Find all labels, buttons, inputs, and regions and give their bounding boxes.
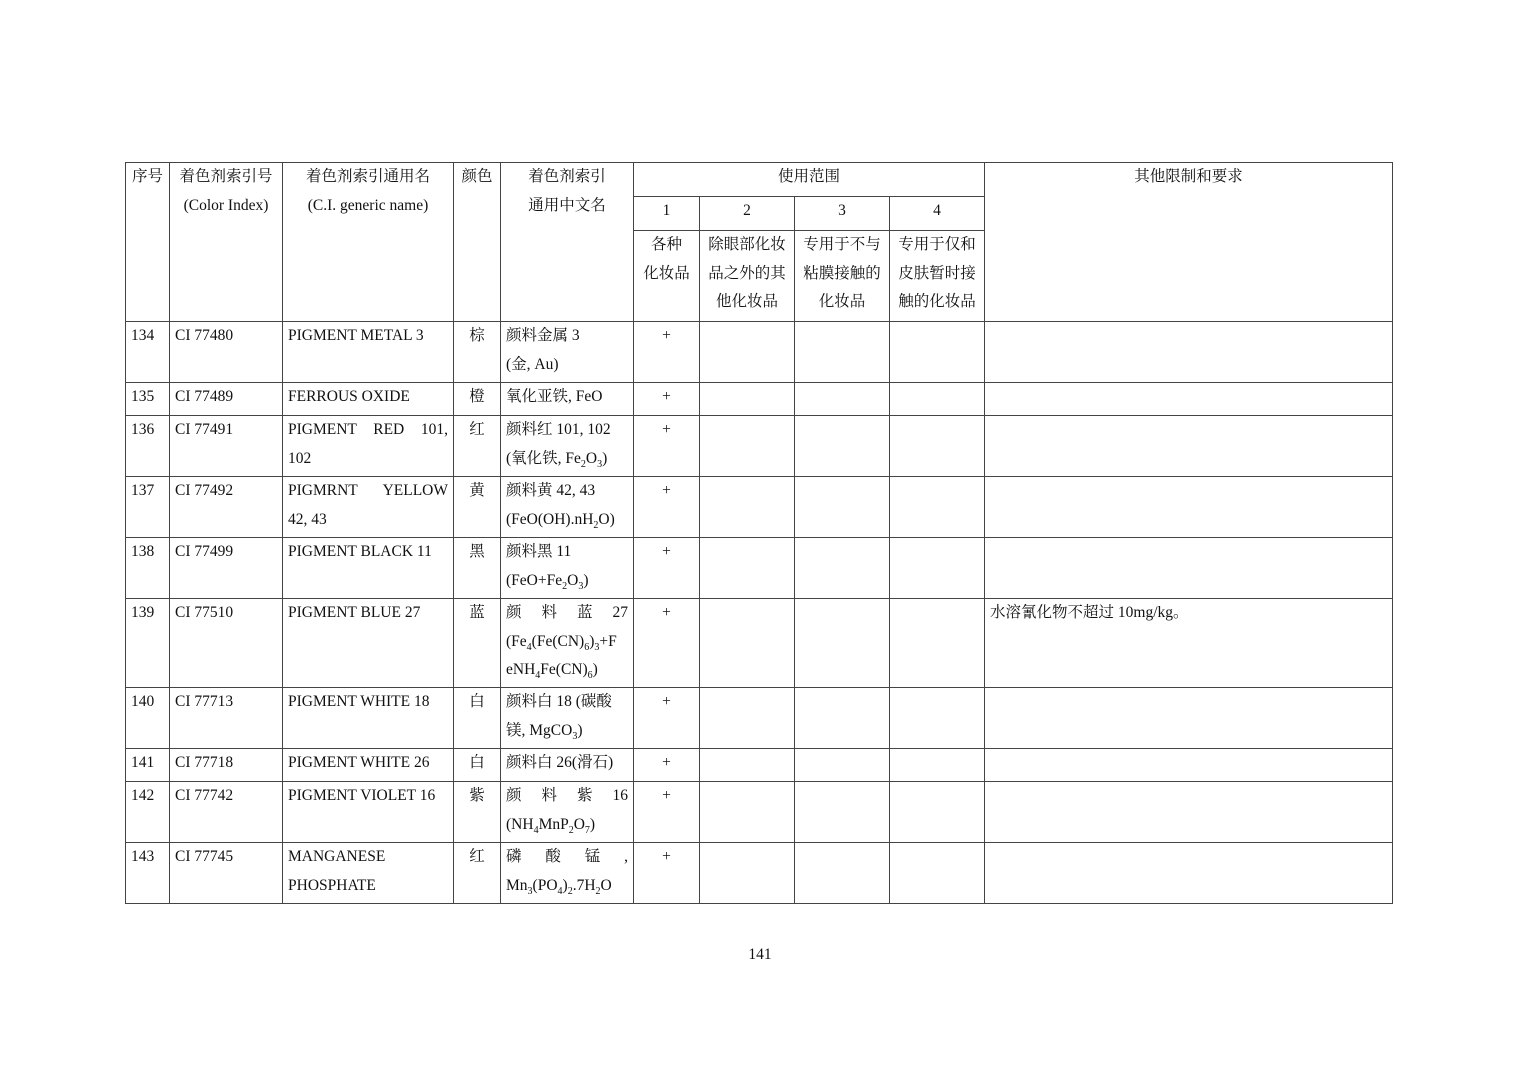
row-scope-2 [700, 688, 795, 749]
table-row [126, 383, 1393, 416]
row-cn-name [501, 322, 634, 383]
header-cn-line2: 通用中文名 [528, 196, 606, 214]
row-scope-3 [795, 843, 890, 904]
row-scope-2 [700, 538, 795, 599]
row-generic-name [283, 599, 454, 688]
generic-name-line: PIGMENT BLACK 11 [288, 543, 432, 560]
cn-name-line: 磷 酸 锰 , [506, 848, 628, 865]
row-scope-1: + [634, 599, 700, 688]
header-scope-1: 1 [634, 197, 700, 231]
row-scope-4 [890, 749, 985, 782]
table-row [126, 416, 1393, 477]
row-seq: 136 [126, 416, 170, 477]
table-row [126, 749, 1393, 782]
row-scope-4 [890, 416, 985, 477]
cn-name-line: 颜料白 26(滑石) [506, 754, 614, 771]
header-generic-line2: (C.I. generic name) [307, 196, 429, 214]
row-scope-3 [795, 383, 890, 416]
row-color: 白 [454, 749, 501, 782]
row-generic-name [283, 782, 454, 843]
cn-name-line: (氧化铁, $Fe_2O_3$) [506, 449, 608, 470]
cn-name-line: 颜料白 18 (碳酸 [506, 693, 612, 710]
generic-name-line: 42, 43 [288, 510, 327, 528]
row-scope-4 [890, 322, 985, 383]
row-scope-3 [795, 477, 890, 538]
header-scope-2: 2 [700, 197, 795, 231]
desc-line: 皮肤暂时接 [898, 264, 976, 282]
row-scope-1: + [634, 749, 700, 782]
row-cn-name [501, 477, 634, 538]
page-number: 141 [748, 946, 772, 963]
row-other [985, 749, 1393, 782]
row-other [985, 477, 1393, 538]
header-cn-line1: 着色剂索引 [528, 168, 606, 185]
row-scope-4 [890, 843, 985, 904]
header-scope-3: 3 [795, 197, 890, 231]
cn-name-line: $eNH_4Fe(CN)_6$) [506, 661, 598, 682]
row-scope-3 [795, 782, 890, 843]
row-scope-4 [890, 477, 985, 538]
row-cn-name [501, 688, 634, 749]
desc-line: 粘膜接触的 [803, 264, 881, 282]
row-scope-2 [700, 782, 795, 843]
row-color: 黄 [454, 477, 501, 538]
header-scope-desc-1 [634, 231, 700, 322]
desc-line: 化妆品 [643, 264, 690, 282]
row-cn-name [501, 538, 634, 599]
row-cn-name [501, 383, 634, 416]
generic-name-line: PIGMENT BLUE 27 [288, 604, 421, 621]
row-color: 白 [454, 688, 501, 749]
row-scope-1: + [634, 383, 700, 416]
row-scope-3 [795, 688, 890, 749]
table-row [126, 477, 1393, 538]
row-other [985, 416, 1393, 477]
row-scope-3 [795, 749, 890, 782]
header-seq: 序号 [126, 163, 170, 322]
cn-name-line: 颜 料 紫 16 [506, 787, 628, 804]
header-scope-4: 4 [890, 197, 985, 231]
row-other [985, 782, 1393, 843]
row-seq: 137 [126, 477, 170, 538]
row-other [985, 538, 1393, 599]
desc-line: 品之外的其 [708, 264, 786, 282]
row-scope-1: + [634, 782, 700, 843]
row-generic-name [283, 749, 454, 782]
generic-name-line: PIGMRNT YELLOW [288, 482, 448, 499]
cn-name-line: $(NH_4MnP_2O_7)$ [506, 815, 596, 836]
row-scope-4 [890, 688, 985, 749]
header-other: 其他限制和要求 [985, 163, 1393, 322]
row-ci: CI 77745 [170, 843, 283, 904]
row-ci: CI 77491 [170, 416, 283, 477]
row-seq: 134 [126, 322, 170, 383]
row-scope-2 [700, 322, 795, 383]
row-scope-1: + [634, 843, 700, 904]
row-scope-2 [700, 477, 795, 538]
row-color: 红 [454, 843, 501, 904]
row-seq: 142 [126, 782, 170, 843]
row-generic-name [283, 477, 454, 538]
row-cn-name [501, 782, 634, 843]
generic-name-line: PIGMENT RED 101, [288, 421, 448, 438]
row-scope-3 [795, 416, 890, 477]
cn-name-line: 颜料金属 3 [506, 327, 580, 344]
row-ci: CI 77492 [170, 477, 283, 538]
row-scope-1: + [634, 416, 700, 477]
row-color: 紫 [454, 782, 501, 843]
row-ci: CI 77713 [170, 688, 283, 749]
generic-name-line: 102 [288, 449, 312, 467]
row-cn-name [501, 749, 634, 782]
cn-name-line: $(FeO+Fe_2O_3)$ [506, 571, 589, 592]
header-scope-desc-4 [890, 231, 985, 322]
cn-name-line: 颜料黑 11 [506, 543, 572, 560]
row-scope-4 [890, 383, 985, 416]
header-generic-line1: 着色剂索引通用名 [305, 168, 430, 185]
row-cn-name [501, 599, 634, 688]
header-scope: 使用范围 [634, 163, 985, 197]
row-scope-4 [890, 599, 985, 688]
generic-name-line: PIGMENT METAL 3 [288, 327, 424, 344]
desc-line: 除眼部化妆 [708, 236, 786, 253]
row-color: 红 [454, 416, 501, 477]
row-seq: 139 [126, 599, 170, 688]
colorant-table [125, 162, 1393, 904]
row-ci: CI 77499 [170, 538, 283, 599]
desc-line: 触的化妆品 [898, 293, 976, 310]
row-other [985, 383, 1393, 416]
generic-name-line: PHOSPHATE [288, 876, 376, 894]
cn-name-line: 颜料黄 42, 43 [506, 482, 596, 499]
row-color: 橙 [454, 383, 501, 416]
generic-name-line: PIGMENT WHITE 26 [288, 754, 430, 771]
table-row [126, 782, 1393, 843]
row-color: 黑 [454, 538, 501, 599]
cn-name-line: 颜料红 101, 102 [506, 421, 611, 438]
row-scope-2 [700, 749, 795, 782]
row-other [985, 688, 1393, 749]
row-scope-1: + [634, 688, 700, 749]
row-scope-2 [700, 843, 795, 904]
row-cn-name [501, 843, 634, 904]
row-generic-name [283, 688, 454, 749]
generic-name-line: MANGANESE [288, 848, 386, 865]
row-seq: 140 [126, 688, 170, 749]
table-row [126, 688, 1393, 749]
row-color: 棕 [454, 322, 501, 383]
row-color: 蓝 [454, 599, 501, 688]
row-scope-2 [700, 416, 795, 477]
desc-line: 各种 [650, 236, 682, 253]
row-ci: CI 77742 [170, 782, 283, 843]
desc-line: 化妆品 [818, 293, 866, 310]
row-seq: 138 [126, 538, 170, 599]
header-cn-name [501, 163, 634, 322]
header-scope-desc-2 [700, 231, 795, 322]
row-scope-1: + [634, 477, 700, 538]
generic-name-line: PIGMENT VIOLET 16 [288, 787, 436, 804]
row-seq: 143 [126, 843, 170, 904]
cn-name-line: $Mn_3(PO_4)_2.7H_2O$ [506, 876, 612, 897]
row-scope-4 [890, 538, 985, 599]
cn-name-line: ($Fe_4(Fe(CN)_6)_3+F$ [506, 632, 617, 653]
row-scope-3 [795, 538, 890, 599]
header-ci-line1: 着色剂索引号 [179, 168, 273, 185]
row-other: 水溶氰化物不超过 10mg/kg。 [985, 599, 1393, 688]
row-other [985, 843, 1393, 904]
row-generic-name [283, 322, 454, 383]
row-generic-name [283, 843, 454, 904]
desc-line: 他化妆品 [715, 293, 778, 310]
row-scope-2 [700, 599, 795, 688]
header-ci-line2: (Color Index) [183, 196, 269, 214]
row-scope-1: + [634, 322, 700, 383]
table-header [126, 163, 1393, 322]
generic-name-line: PIGMENT WHITE 18 [288, 693, 430, 710]
generic-name-line: FERROUS OXIDE [288, 388, 410, 405]
row-ci: CI 77480 [170, 322, 283, 383]
row-scope-2 [700, 383, 795, 416]
table-row [126, 843, 1393, 904]
cn-name-line: (金, Au) [506, 355, 559, 373]
cn-name-line: 氧化亚铁, FeO [506, 388, 603, 405]
header-generic [283, 163, 454, 322]
desc-line: 专用于不与 [803, 236, 881, 253]
table-body [126, 322, 1393, 904]
row-ci: CI 77489 [170, 383, 283, 416]
row-scope-4 [890, 782, 985, 843]
table-row [126, 322, 1393, 383]
row-scope-3 [795, 322, 890, 383]
row-scope-1: + [634, 538, 700, 599]
cn-name-line: 镁, MgCO$_3$) [506, 721, 583, 742]
row-generic-name [283, 383, 454, 416]
row-generic-name [283, 538, 454, 599]
table-row [126, 599, 1393, 688]
table-row [126, 538, 1393, 599]
row-ci: CI 77718 [170, 749, 283, 782]
header-ci [170, 163, 283, 322]
header-color: 颜色 [454, 163, 501, 322]
row-generic-name [283, 416, 454, 477]
cn-name-line: 颜 料 蓝 27 [506, 604, 628, 621]
row-scope-3 [795, 599, 890, 688]
row-seq: 135 [126, 383, 170, 416]
row-ci: CI 77510 [170, 599, 283, 688]
cn-name-line: $(FeO(OH).nH_2O)$ [506, 510, 615, 531]
row-seq: 141 [126, 749, 170, 782]
header-scope-desc-3 [795, 231, 890, 322]
desc-line: 专用于仅和 [898, 236, 976, 253]
row-cn-name [501, 416, 634, 477]
row-other [985, 322, 1393, 383]
